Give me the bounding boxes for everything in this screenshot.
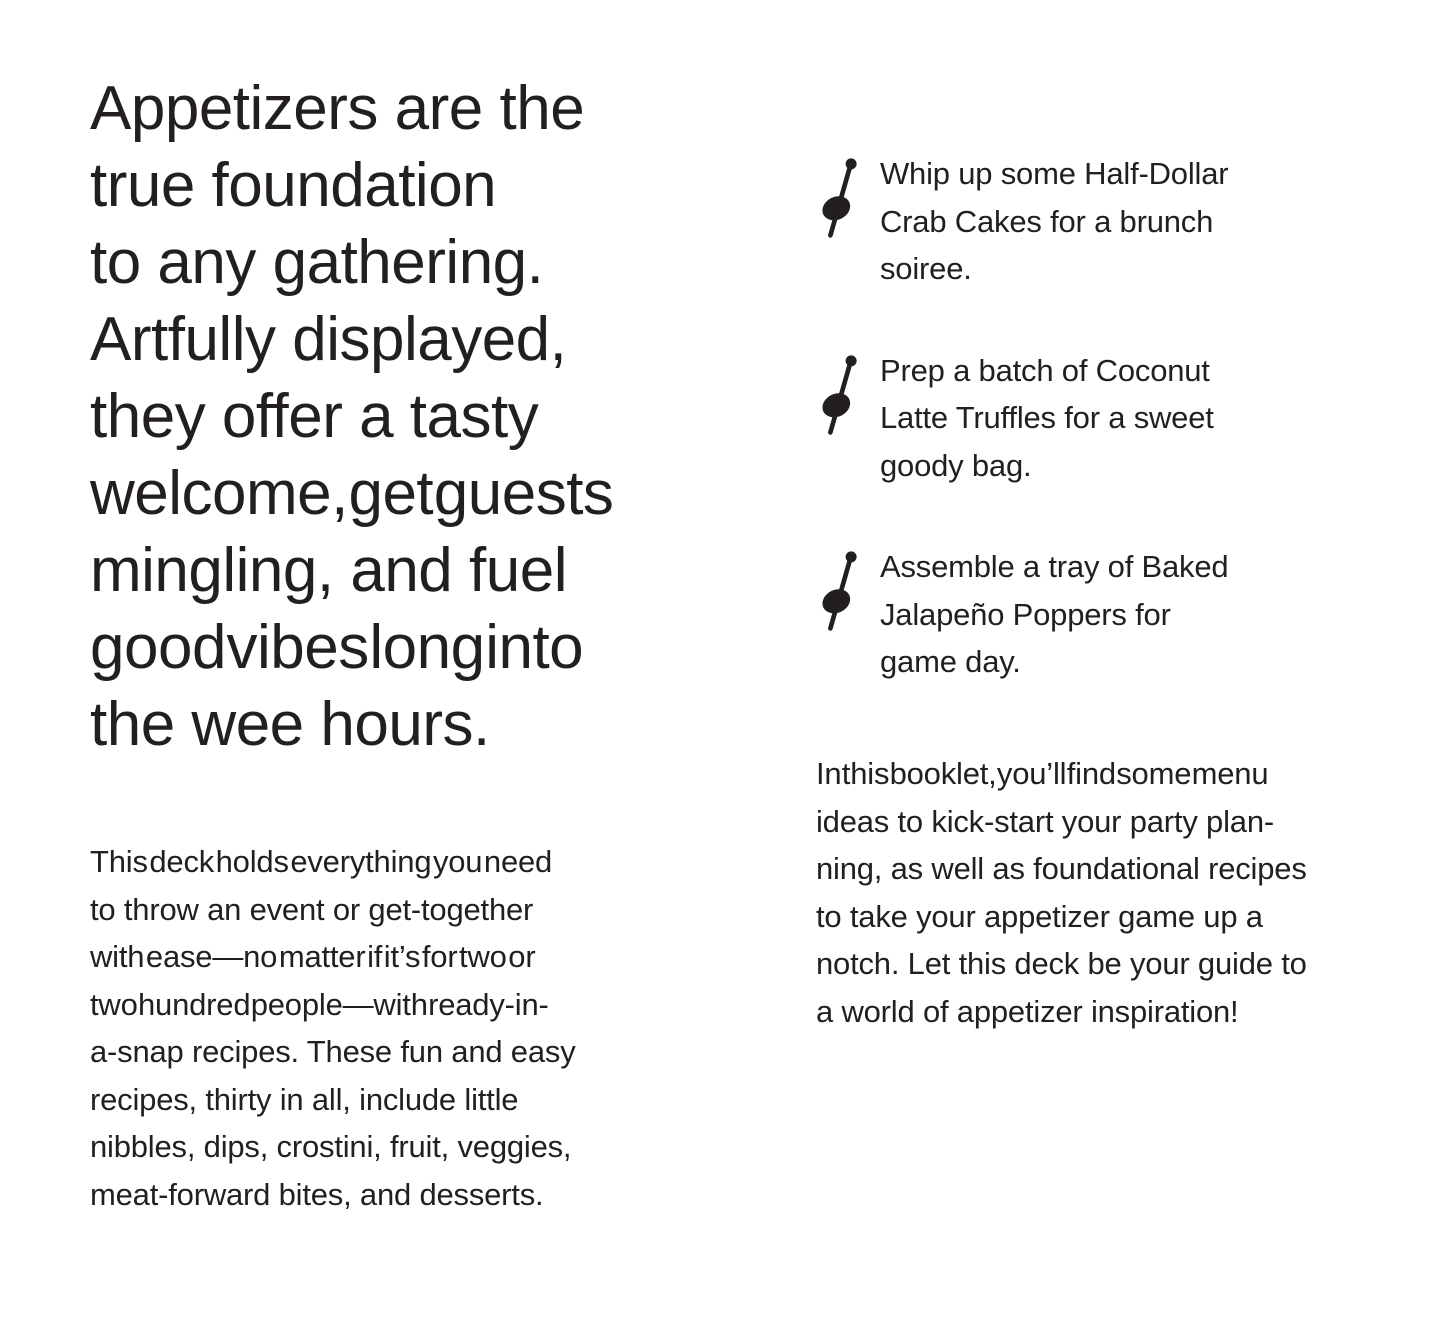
paragraph-line: nibbles, dips, crostini, fruit, veggies, — [90, 1129, 572, 1164]
headline-line: mingling, and fuel — [90, 536, 567, 605]
headline-line: to any gathering. — [90, 228, 544, 297]
list-item-text — [880, 347, 1214, 490]
headline-line: the wee hours. — [90, 690, 490, 759]
paragraph-line: meat-forward bites, and desserts. — [90, 1176, 544, 1212]
deck-description-paragraph — [90, 838, 576, 1218]
closing-paragraph — [816, 750, 1307, 1035]
list-item-line: Assemble a tray of Baked — [880, 549, 1229, 584]
intro-headline — [90, 70, 613, 763]
paragraph-line: a world of appetizer inspiration! — [816, 993, 1239, 1029]
cocktail-pick-icon — [816, 350, 860, 442]
list-item-line: Jalapeño Poppers for — [880, 596, 1171, 632]
cocktail-pick-icon — [816, 153, 860, 245]
list-item-line: Crab Cakes for a brunch — [880, 203, 1214, 239]
paragraph-line: a-snap recipes. These fun and easy — [90, 1034, 576, 1069]
list-item-line: soiree. — [880, 251, 972, 286]
paragraph-line: to throw an event or get-together — [90, 891, 534, 927]
paragraph-line: ning, as well as foundational recipes — [816, 851, 1307, 886]
list-item-line: goody bag. — [880, 447, 1032, 483]
paragraph-line: In this booklet, you’ll find some menu — [816, 756, 1269, 791]
headline-line: welcome, get guests — [90, 459, 614, 528]
headline-line: true foundation — [90, 151, 497, 220]
paragraph-line: with ease—no matter if it’s for two or — [90, 939, 536, 974]
paragraph-line: to take your appetizer game up a — [816, 898, 1263, 934]
list-item — [816, 150, 1376, 293]
list-item — [816, 543, 1376, 686]
list-item-line: Prep a batch of Coconut — [880, 352, 1210, 388]
headline-line: good vibes long into — [90, 613, 584, 682]
list-item-text — [880, 150, 1228, 293]
paragraph-line: ideas to kick-start your party plan- — [816, 803, 1274, 839]
list-item — [816, 347, 1376, 490]
paragraph-line: recipes, thirty in all, include little — [90, 1081, 519, 1117]
paragraph-line: notch. Let this deck be your guide to — [816, 946, 1307, 981]
list-item-line: game day. — [880, 644, 1021, 679]
list-item-line: Whip up some Half-Dollar — [880, 156, 1229, 191]
headline-line: Artfully displayed, — [90, 305, 567, 374]
menu-ideas-list — [816, 150, 1376, 740]
list-item-line: Latte Truffles for a sweet — [880, 400, 1214, 435]
headline-line: they offer a tasty — [90, 382, 539, 451]
paragraph-line: two hundred people—with ready-in- — [90, 986, 549, 1022]
cocktail-pick-icon — [816, 546, 860, 638]
paragraph-line: This deck holds everything you need — [90, 844, 553, 879]
list-item-text — [880, 543, 1228, 686]
headline-line: Appetizers are the — [90, 74, 585, 143]
